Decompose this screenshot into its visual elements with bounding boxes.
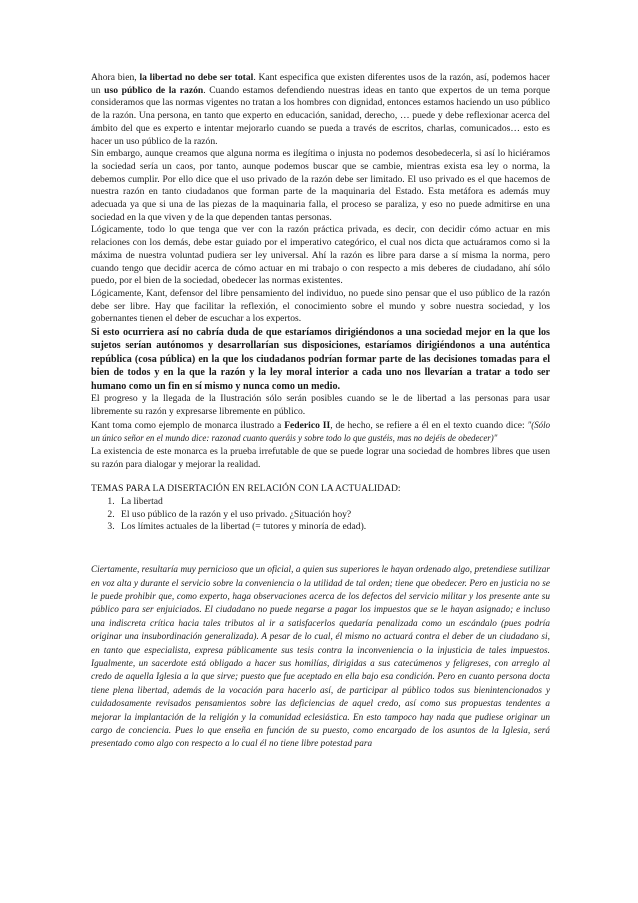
document-body — [91, 72, 550, 751]
paragraph-enlightenment-progress: El progreso y la llegada de la Ilustración sólo serán posibles cuando se le de libertad a las personas para usar libremente su razón y expresarse libremente en público. — [91, 393, 550, 417]
paragraph-monarch-proof: La existencia de este monarca es la prueba irrefutable de que se puede lograr una sociedad de hombres libres que usen su razón para dialogar y mejorar la realidad. — [91, 445, 550, 470]
emphasis-federico-ii: Federico II — [284, 419, 331, 431]
topic-item: 3. Los límites actuales de la libertad (= tutores y minoría de edad). — [117, 521, 550, 534]
paragraph-private-use: Sin embargo, aunque creamos que alguna norma es ilegítima o injusta no podemos desobedecerla, si así lo hiciéramos la sociedad sería un caos, por tanto, aunque podemos buscar que se cambie, mientras exista esa ley o norma, la debemos cumplir. Por ello dice que el uso privado de la razón debe ser limitado. El uso privado es el que hacemos de nuestra razón en tanto ciudadanos que forman parte de la maquinaria del Estado. Esta metáfora es además muy adecuada ya que si una de las piezas de la maquinaria falla, el proceso se paraliza, y eso no puede admitirse en una sociedad en la que viven y de la que dependen tantas personas. — [91, 148, 550, 223]
paragraph-better-society: Si esto ocurriera así no cabría duda de que estaríamos dirigiéndonos a una sociedad mejor en la que los sujetos serían autónomos y desarrollarían sus disposiciones, estaríamos dirigiéndonos a una auténtica república (cosa pública) en la que los ciudadanos podrían formar parte de las decisiones tomadas para el bien de todos y en la que la razón y la ley moral interior a cada uno nos llevarían a tratar a todo ser humano como un fin en sí mismo y nunca como un medio. — [91, 327, 550, 392]
topic-item: 1. La libertad — [117, 496, 550, 509]
topic-item: 2. El uso público de la razón y el uso privado. ¿Situación hoy? — [117, 509, 550, 522]
inline-quote: "(Sólo un único señor en el mundo dice: razonad cuanto queráis y sobre todo lo que gustéis, mas no dejéis de obedecer)" — [91, 419, 551, 444]
paragraph-public-use: Ahora bien, la libertad no debe ser total. Kant especifica que existen diferentes usos de la razón, así, podemos hacer un uso público de la razón. Cuando estamos defendiendo nuestras ideas en tanto que expertos de un tema porque consideramos que las normas vigentes no tratan a los hombres con dignidad, entonces estamos haciendo un uso público de la razón. Una persona, en tanto que experto en educación, sanidad, derecho, … puede y debe reflexionar acerca del ámbito del que es experto e intentar mejorarlo cuando se pueda a través de escritos, charlas, comunicados… esto es hacer un uso público de la razón. — [91, 72, 550, 147]
paragraph-free-thought: Lógicamente, Kant, defensor del libre pensamiento del individuo, no puede sino pensar que el uso público de la razón debe ser libre. Hay que facilitar la reflexión, el conocimiento sobre el mundo y sobre nuestra sociedad, y los gobernantes tienen el deber de escuchar a los expertos. — [91, 287, 550, 325]
topics-heading: TEMAS PARA LA DISERTACIÓN EN RELACIÓN CON LA ACTUALIDAD: — [91, 483, 401, 495]
section-spacer — [91, 534, 550, 563]
kant-excerpt: Ciertamente, resultaría muy pernicioso que un oficial, a quien sus superiores le hayan ordenado algo, pretendiese sutilizar en voz alta y durante el servicio sobre la conveniencia o la utilidad de tal orden; tiene que obedecer. Pero en justicia no se le puede prohibir que, como experto, haga observaciones acerca de los defectos del servicio militar y los presente ante su público para ser enjuiciados. El ciudadano no puede negarse a pagar los impuestos que se le hayan asignado; e incluso una indiscreta crítica hacia tales tributos al ir a satisfacerlos quedaría penalizada como un escándalo (pues podría originar una insubordinación generalizada). A pesar de lo cual, él mismo no actuará contra el deber de un ciudadano si, en tanto que especialista, expresa públicamente sus tesis contra la inconveniencia o la injusticia de tales impuestos. Igualmente, un sacerdote está obligado a hacer sus homilías, dirigidas a sus catecúmenos y feligreses, con arreglo al credo de aquella Iglesia a la que sirve; puesto que fue aceptado en ella bajo esa condición. Pero en cuanto persona docta tiene plena libertad, además de la vocación para hacerlo así, de participar al público todos sus bienintencionados y cuidadosamente revisados pensamientos sobre las deficiencias de aquel credo, así como sus propuestas tendentes a mejorar la implantación de la religión y la comunidad eclesiástica. En esto tampoco hay nada que pudiese originar un cargo de conciencia. Pues lo que enseña en función de su puesto, como encargado de los asuntos de la Iglesia, será presentado como algo con respecto a lo cual él no tiene libre potestad para — [91, 564, 550, 749]
topics-list — [91, 496, 550, 534]
emphasis-freedom-not-total: la libertad no debe ser total — [139, 72, 254, 83]
paragraph-categorical-imperative: Lógicamente, todo lo que tenga que ver con la razón práctica privada, es decir, con decidir cómo actuar en mis relaciones con los demás, debe estar guiado por el imperativo categórico, el cual nos dicta que actuáramos como si la máxima de nuestra voluntad pudiera ser ley universal. Ahí la razón es libre para darse a sí misma la norma, pero cuando tengo que decidir acerca de cómo actuar en mi trabajo o con respecto a mis deberes de ciudadano, ahí sólo puedo, por el bien de la sociedad, obedecer las normas existentes. — [91, 224, 550, 287]
emphasis-public-use-of-reason: uso público de la razón — [104, 84, 204, 96]
paragraph-frederick-ii: Kant toma como ejemplo de monarca ilustrado a Federico II, de hecho, se refiere a él en el texto cuando dice: "(Sólo un único señor en el mundo dice: razonad cuanto queráis y sobre todo lo que gustéis, mas no dejéis de obedecer)" — [91, 419, 551, 444]
